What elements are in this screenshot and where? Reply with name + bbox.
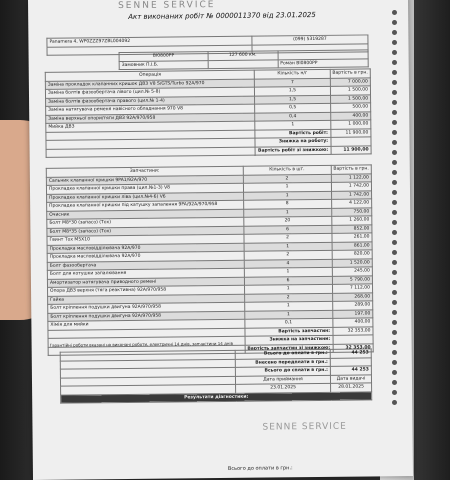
parts-table: [46, 164, 374, 355]
pay-label: Всього до оплати в грн.:: [235, 349, 330, 358]
table-row: Прокладка клапанної кришки ліва (цил.№4-6) V6 1 1 742,00: [47, 190, 372, 202]
table-row: Заміна болтів фазообертача правого (цил.№ 1-4) 1,5 1 500,00: [46, 94, 371, 106]
works-total: 11 900,00: [330, 128, 371, 137]
parts-total-disc-label: Вартість запчастин зі знижкою:: [245, 344, 333, 353]
parts-header-name: Запчастини:: [46, 166, 243, 177]
date-2: 28.01.2025: [331, 383, 372, 392]
phone-field: (099) 5319287: [252, 35, 368, 45]
mileage-field: 127 600 км.: [208, 51, 278, 60]
table-row: Опора ДВЗ верхня (тяга реактивна) 92А/970/958 1 7 112,00: [48, 284, 373, 296]
summary-table: [60, 348, 373, 403]
prepaid-label: Внесено передплати в грн.:: [235, 358, 330, 367]
diag-label: Результати діагностики:: [61, 391, 372, 403]
remain-label: Всього до сплати в грн.:: [235, 366, 330, 375]
binder-holes: [392, 10, 398, 480]
remain-value: 44 253: [330, 366, 371, 375]
parts-total: 32 353,00: [333, 326, 374, 335]
table-row: Мийка ДВЗ 1 1 000,00: [46, 120, 371, 132]
footer-text: Всього до оплати в грн.:: [227, 465, 293, 472]
car-field: Panamera 4, WP0ZZZ97ZBL004092: [47, 36, 252, 47]
table-row: Заміна верхньої опори/тяги ДВЗ 92A/970/958 0,4 400,00: [46, 111, 371, 123]
pay-value: 44 253: [330, 349, 371, 358]
table-row: Заміна болтів фазообертача лівого (цил.№ 5-8) 1,5 1 500,00: [45, 86, 370, 98]
document-page: [28, 0, 413, 480]
parts-total-label: Вартість запчастин:: [245, 327, 333, 336]
parts-discount-label: Знижка на запчастини:: [245, 335, 333, 344]
table-row: Болт для котушки запалювання 1 245,00: [47, 267, 372, 279]
customer-label: Замовник П.І.Б.: [119, 60, 208, 69]
customer-field: Роман BI0800PP: [278, 58, 369, 67]
company-logo: SENNE SERVICE: [262, 421, 347, 433]
table-row: Болт кріплення подушки двигуна 92А/970/958 1 289,00: [48, 301, 373, 313]
warranty-note: Гарантійні роботи вказані на виконані роботи, електричні 14 днів, запчастини 14 днів: [49, 340, 233, 348]
works-total-disc-label: Вартість робіт зі знижкою:: [256, 146, 331, 155]
table-row: Хімія для мийки 0,1 400,00: [48, 318, 373, 330]
table-row: Очисник 1 750,00: [47, 207, 372, 219]
plate-field: BI0800PP: [119, 52, 208, 61]
table-row: Заміна натягувача ременя навісного обладнання 970 V8 0,5 500,00: [46, 103, 371, 115]
table-row: Болт М8*30 (запасо) (Тох) 20 1 260,00: [47, 216, 372, 228]
parts-header-price: Вартість в грн.: [331, 165, 372, 174]
table-row: Заміна прокладок клапанних кришок ДВЗ V8 S/GTS/Turbo 92A/970 7 7 000,00: [45, 77, 370, 89]
parts-header-qty: Кількість в шт.: [243, 165, 331, 174]
client-info-2: [119, 49, 369, 70]
table-row: Прокладка клапанної кришки під катушку запалення 9PA/92A/970/958 8 4 122,00: [47, 199, 372, 211]
works-header-price: Вартість в грн.: [330, 69, 371, 78]
parts-total-disc: 32 353,00: [333, 343, 374, 352]
table-row: Прокладка масловідділювача 92А/970 2 820,00: [47, 250, 372, 262]
works-header-op: Операція: [45, 70, 255, 81]
works-total-disc: 11 900,00: [331, 145, 372, 154]
date-1: 23.01.2025: [236, 383, 331, 392]
works-header-qty: Кількість н/г: [255, 69, 330, 78]
table-row: Амортизатор натягувача приводного ремені 6 5 790,00: [47, 275, 372, 287]
table-row: Болт фазообертача 4 1 520,00: [47, 258, 372, 270]
works-table: [45, 68, 372, 157]
date-label-1: Дата приймання: [235, 375, 330, 384]
table-row: Прокладка масловідділювача 92А/970 1 861,00: [47, 241, 372, 253]
table-row: Болт М8*35 (запасо) (Тох) 6 852,00: [47, 224, 372, 236]
table-row: Болт кріплення подушки двигуна 92А/970/958 1 197,00: [48, 309, 373, 321]
works-discount-label: Знижка на роботу:: [255, 137, 330, 146]
table-row: Гвинт Тох М5Х10 2 261,00: [47, 233, 372, 245]
act-title: Акт виконаних робіт № 0000011370 від 23.01.2025: [128, 10, 316, 21]
table-row: Прокладка клапанної кришки права (цил.№1-3) V8 1 1 742,00: [46, 182, 371, 194]
works-total-label: Вартість робіт:: [255, 129, 330, 138]
table-row: Гайка 2 268,00: [48, 292, 373, 304]
table-row: Сальник клапанної кришки 9PA1/92A/970 2 1 122,00: [46, 173, 371, 185]
date-label-2: Дата видачі: [330, 374, 371, 383]
company-header: SENNE SERVICE: [118, 0, 216, 12]
